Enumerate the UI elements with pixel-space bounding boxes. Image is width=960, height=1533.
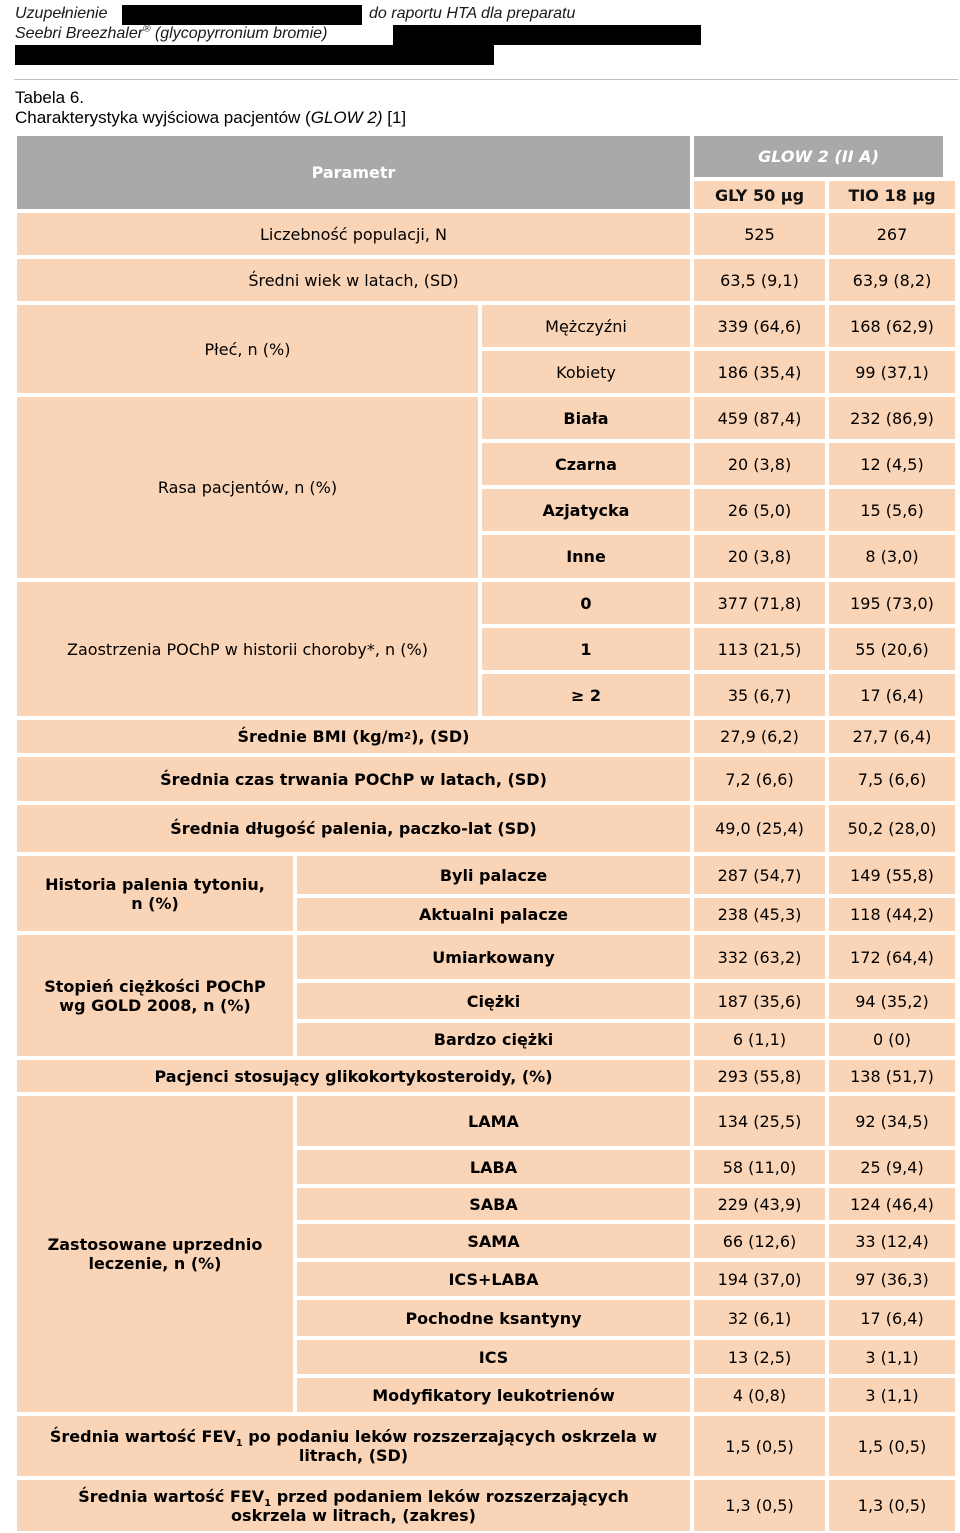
sub-label: 1 [480,626,692,672]
cell-value: 17 (6,4) [827,672,957,718]
cell-value: 194 (37,0) [692,1260,827,1298]
sub-label: Pochodne ksantyny [295,1298,692,1338]
sub-label: Byli palacze [295,854,692,896]
fev-post-text [47,1427,660,1465]
cell-value: 229 (43,9) [692,1186,827,1222]
cell-value: 149 (55,8) [827,854,957,896]
fev-pre-label: Średnia wartość FEV [78,1486,265,1506]
cell-value: 13 (2,5) [692,1338,827,1376]
redaction-block [15,45,494,65]
sub-label: ≥ 2 [480,672,692,718]
cell-value: 1,5 (0,5) [827,1414,957,1478]
cell-value: 7,2 (6,6) [692,755,827,803]
group-label: Płeć, n (%) [15,303,480,395]
cell-value: 66 (12,6) [692,1222,827,1260]
sub-label: Inne [480,533,692,580]
cell-value: 92 (34,5) [827,1094,957,1148]
cell-value: 55 (20,6) [827,626,957,672]
table-title-ref: [1] [382,108,407,127]
sub-label: Umiarkowany [295,933,692,981]
sub-label: ICS [295,1338,692,1376]
cell-value: 7,5 (6,6) [827,755,957,803]
cell-value: 27,9 (6,2) [692,718,827,755]
cell-value: 49,0 (25,4) [692,803,827,854]
sub-label: Bardzo ciężki [295,1021,692,1058]
cell-value: 3 (1,1) [827,1338,957,1376]
sub-label: Ciężki [295,981,692,1021]
sub-label: LAMA [295,1094,692,1148]
cell-value: 339 (64,6) [692,303,827,349]
table-title-study: GLOW 2) [310,108,383,127]
header-substance: (glycopyrronium bromie) [154,25,328,42]
sub-label: 0 [480,580,692,626]
sub-label: SABA [295,1186,692,1222]
cell-value: 32 (6,1) [692,1298,827,1338]
sub-label: LABA [295,1148,692,1186]
sub-label: SAMA [295,1222,692,1260]
registered-mark: ® [143,23,151,35]
cell-value: 377 (71,8) [692,580,827,626]
sub-label: Kobiety [480,349,692,395]
group-label: Zaostrzenia POChP w historii choroby*, n (%) [15,580,480,718]
bmi-label-end: ), (SD) [411,727,470,746]
row-label: Średnie BMI (kg/m 2 ), (SD) [15,718,692,755]
cell-value: 238 (45,3) [692,896,827,933]
group-label: Historia palenia tytoniu, n (%) [15,854,295,933]
cell-value: 25 (9,4) [827,1148,957,1186]
cell-value: 63,9 (8,2) [827,257,957,303]
sub-label: Biała [480,395,692,441]
cell-value: 287 (54,7) [692,854,827,896]
fev-pre-label-end: przed podaniem leków rozszerzających oskrzela w litrach, (zakres) [231,1486,629,1525]
bmi-label: Średnie BMI (kg/m [237,727,405,746]
cell-value: 195 (73,0) [827,580,957,626]
header-study: GLOW 2 (II A) [692,134,945,179]
sub-label: Czarna [480,441,692,487]
sub-label: ICS+LABA [295,1260,692,1298]
cell-value: 50,2 (28,0) [827,803,957,854]
cell-value: 332 (63,2) [692,933,827,981]
table-title-text: Charakterystyka wyjściowa pacjentów ( [15,108,311,127]
header-line1-right: do raportu HTA dla preparatu [369,5,576,22]
cell-value: 4 (0,8) [692,1376,827,1414]
cell-value: 168 (62,9) [827,303,957,349]
cell-value: 124 (46,4) [827,1186,957,1222]
row-label: Średnia długość palenia, paczko-lat (SD) [15,803,692,854]
cell-value: 35 (6,7) [692,672,827,718]
cell-value: 525 [692,211,827,257]
cell-value: 6 (1,1) [692,1021,827,1058]
group-label: Zastosowane uprzednio leczenie, n (%) [15,1094,295,1414]
header-rule [14,79,958,80]
cell-value: 20 (3,8) [692,533,827,580]
redaction-block [122,5,362,25]
cell-value: 15 (5,6) [827,487,957,533]
cell-value: 97 (36,3) [827,1260,957,1298]
cell-value: 267 [827,211,957,257]
cell-value: 1,3 (0,5) [827,1478,957,1533]
row-label: Średnia czas trwania POChP w latach, (SD) [15,755,692,803]
row-label [15,1478,692,1533]
table-title [15,108,406,128]
cell-value: 1,3 (0,5) [692,1478,827,1533]
header-param: Parametr [15,134,692,211]
row-label: Pacjenci stosujący glikokortykosteroidy, (%) [15,1058,692,1094]
row-label: Średni wiek w latach, (SD) [15,257,692,303]
row-label [15,1414,692,1478]
cell-value: 99 (37,1) [827,349,957,395]
cell-value: 0 (0) [827,1021,957,1058]
cell-value: 63,5 (9,1) [692,257,827,303]
fev-pre-sub: 1 [264,1497,272,1509]
fev-post-sub: 1 [235,1438,243,1450]
cell-value: 1,5 (0,5) [692,1414,827,1478]
cell-value: 172 (64,4) [827,933,957,981]
cell-value: 27,7 (6,4) [827,718,957,755]
group-label: Stopień ciężkości POChP wg GOLD 2008, n (%) [15,933,295,1058]
header-line1-left: Uzupełnienie [15,5,108,22]
cell-value: 138 (51,7) [827,1058,957,1094]
sub-label: Modyfikatory leukotrienów [295,1376,692,1414]
header-col-tio: TIO 18 µg [827,179,957,211]
header-col-gly: GLY 50 µg [692,179,827,211]
row-label: Liczebność populacji, N [15,211,692,257]
cell-value: 293 (55,8) [692,1058,827,1094]
sub-label: Mężczyźni [480,303,692,349]
cell-value: 3 (1,1) [827,1376,957,1414]
cell-value: 134 (25,5) [692,1094,827,1148]
cell-value: 58 (11,0) [692,1148,827,1186]
fev-post-label: Średnia wartość FEV [49,1427,236,1446]
cell-value: 118 (44,2) [827,896,957,933]
cell-value: 232 (86,9) [827,395,957,441]
sub-label: Aktualni palacze [295,896,692,933]
redaction-block [393,25,701,45]
cell-value: 20 (3,8) [692,441,827,487]
cell-value: 113 (21,5) [692,626,827,672]
cell-value: 17 (6,4) [827,1298,957,1338]
cell-value: 186 (35,4) [692,349,827,395]
fev-pre-text [67,1487,640,1525]
cell-value: 12 (4,5) [827,441,957,487]
cell-value: 8 (3,0) [827,533,957,580]
cell-value: 459 (87,4) [692,395,827,441]
group-label: Rasa pacjentów, n (%) [15,395,480,580]
header-product: Seebri Breezhaler [15,25,144,42]
cell-value: 33 (12,4) [827,1222,957,1260]
cell-value: 94 (35,2) [827,981,957,1021]
cell-value: 187 (35,6) [692,981,827,1021]
fev-post-label-end: po podaniu leków rozszerzających oskrzela w litrach, (SD) [242,1427,658,1465]
table-label: Tabela 6. [15,88,84,107]
cell-value: 26 (5,0) [692,487,827,533]
header-line2 [15,25,327,43]
sub-label: Azjatycka [480,487,692,533]
